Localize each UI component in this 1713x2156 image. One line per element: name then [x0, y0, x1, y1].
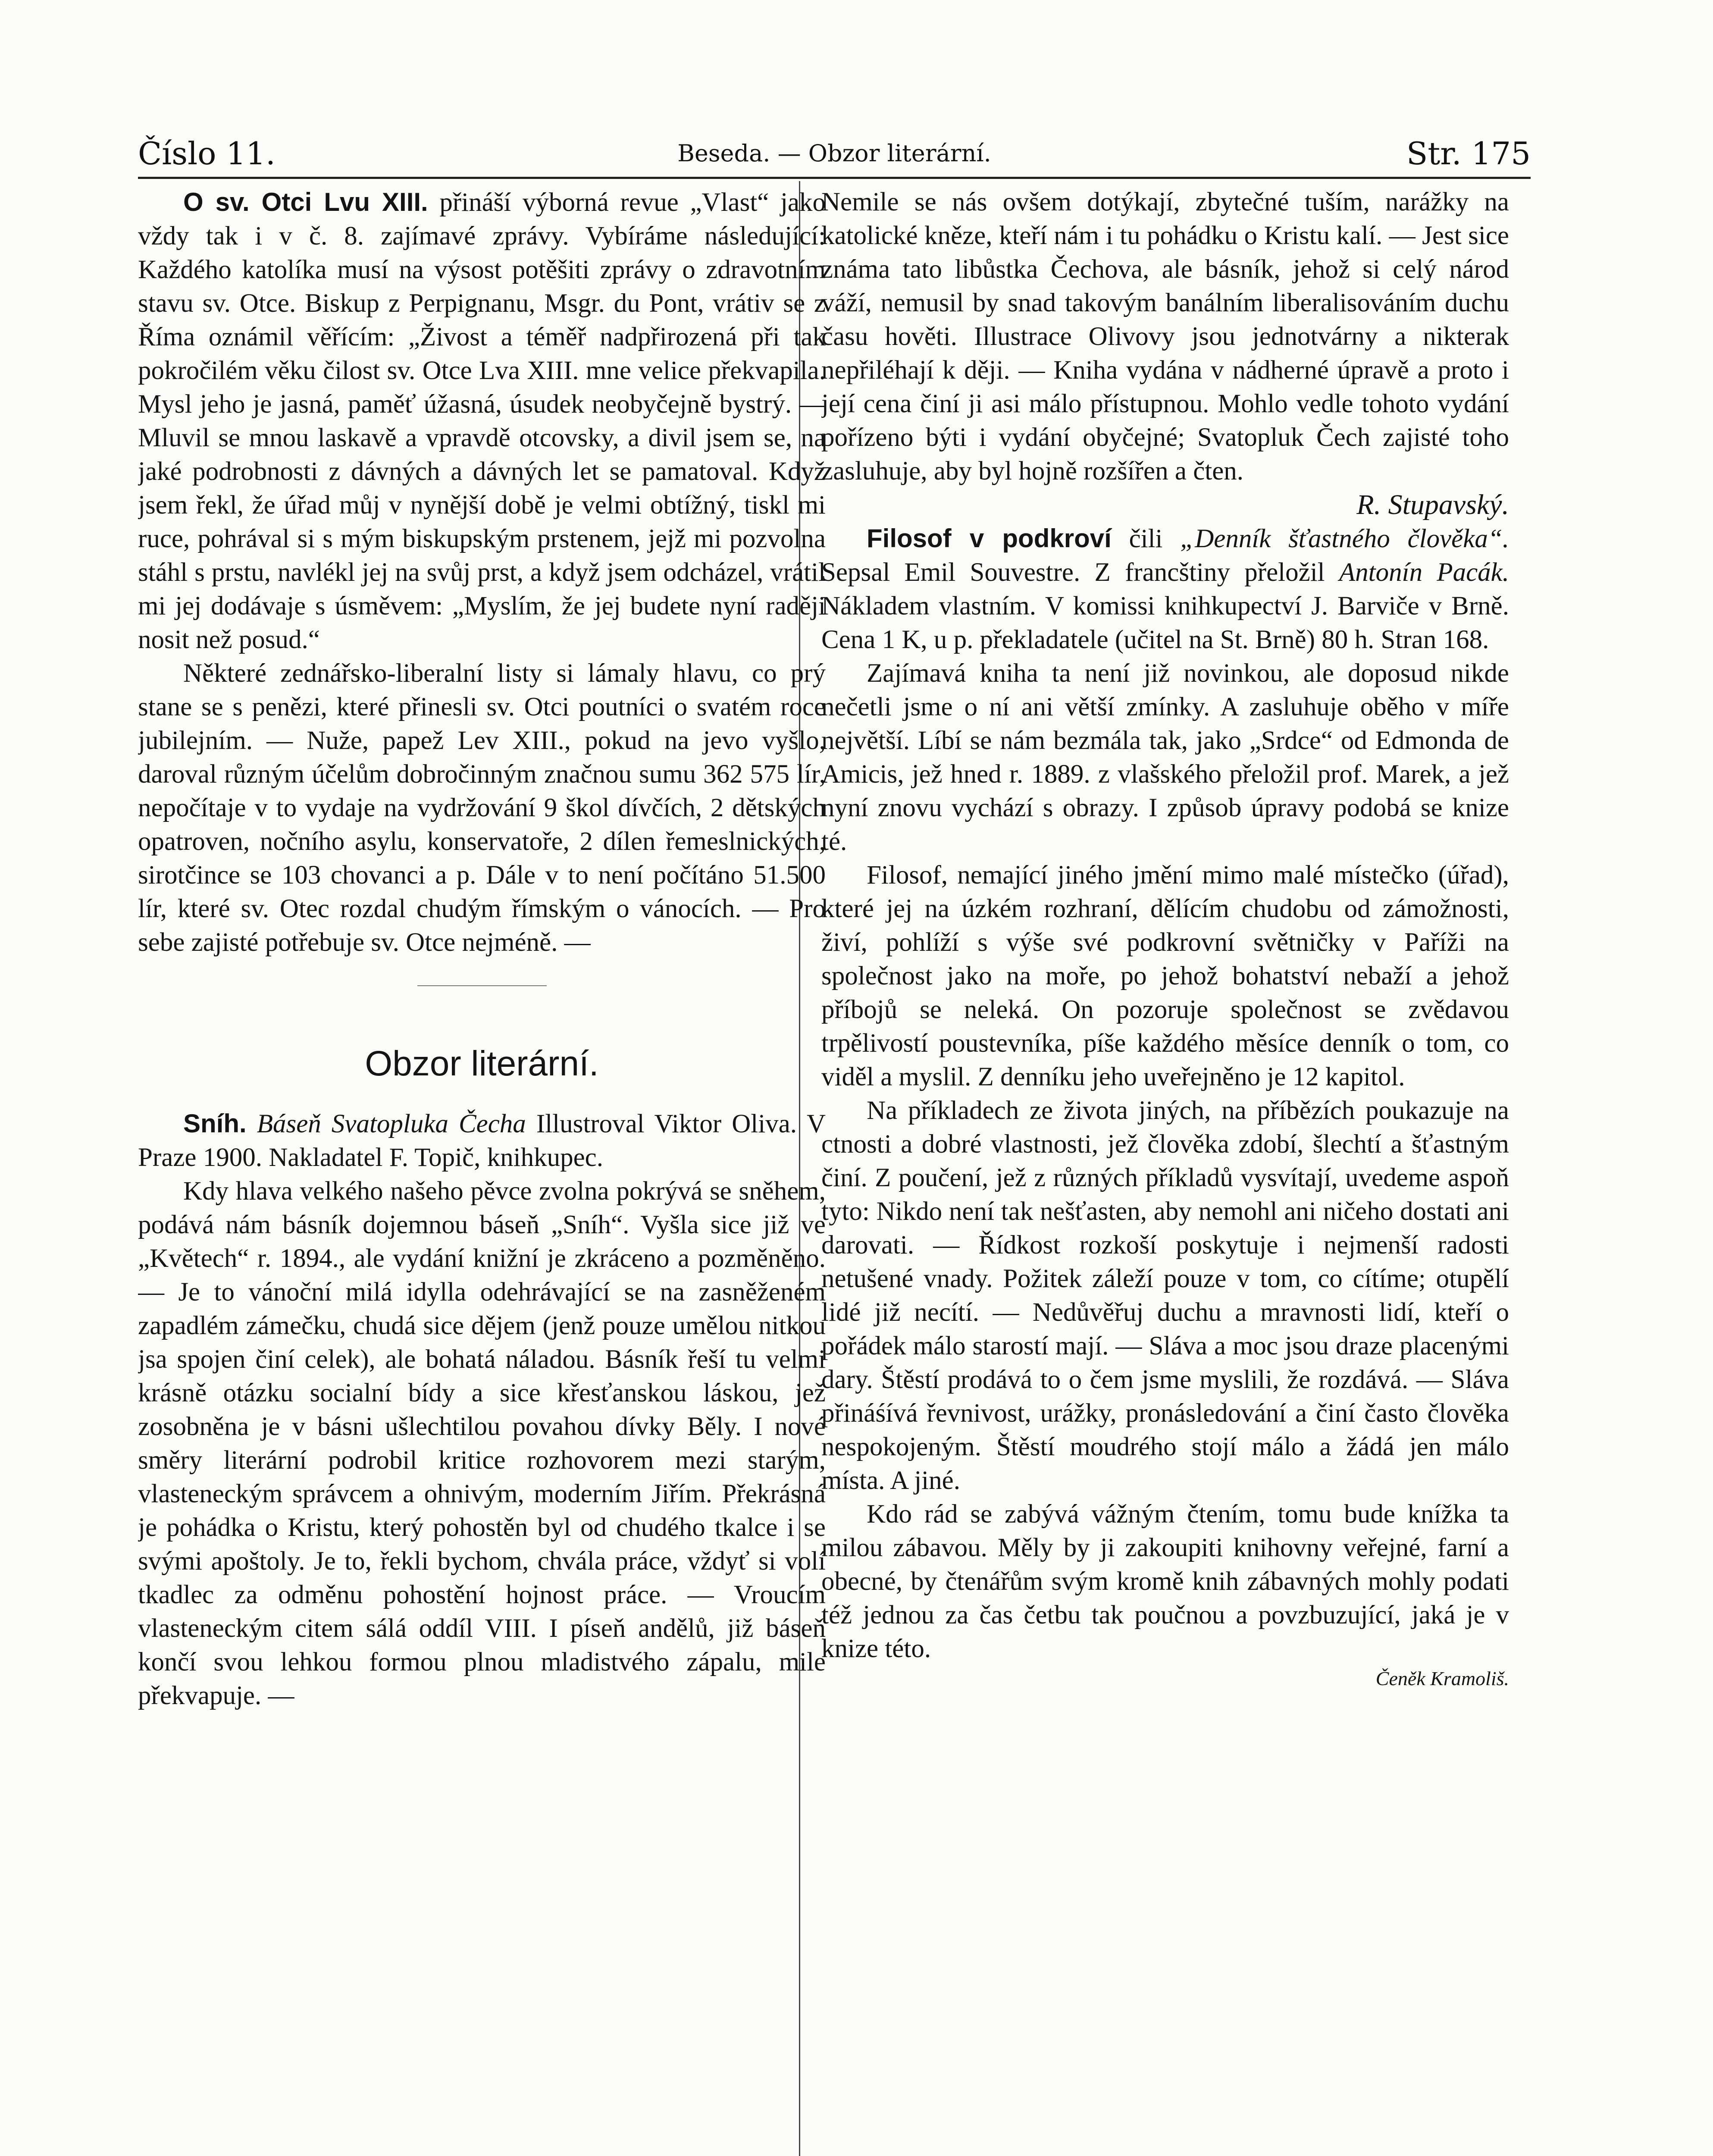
- review-filosof-title: „Denník šťastného člověka“.: [1180, 524, 1509, 553]
- review-filosof-author: Čeněk Kramoliš.: [1375, 1667, 1509, 1689]
- review-snih-title: Báseň Svatopluka Čecha: [257, 1109, 526, 1138]
- review-filosof-intro-a: Sepsal Emil Souvestre. Z francštiny přeložil: [821, 558, 1325, 587]
- left-column: [138, 185, 826, 2156]
- review-filosof-translator: Antonín Pacák.: [1339, 558, 1509, 587]
- review-filosof-intro: [821, 522, 1509, 657]
- page-number: Str. 175: [1406, 135, 1531, 172]
- review-snih-intro-text: Illustroval Viktor Oliva. V Praze 1900. Nakladatel F. Topič, knihkupec.: [138, 1109, 826, 1172]
- review-filosof-p3: Na příkladech ze života jiných, na příbězích poukazuje na ctnosti a dobré vlastnosti, jež člověka zdobí, šlechtí a šťastným činí. Z poučení, jež z různých příkladů vysvítají, uvedeme aspoň tyto: Nikdo není tak nešťasten, aby nemohl ani ničeho dostati ani darovati. — Řídkost rozkoší poskytuje i nejmenší radosti netušené vnady. Požitek záleží pouze v tom, co cítíme; otupělí lidé již necítí. — Nedůvěřuj duchu a mravnosti lidí, kteří o pořádek málo starostí mají. — Sláva a moc jsou draze placenými dary. Štěstí prodává to o čem jsme myslili, že rozdává. — Sláva přináśívá řevnivost, urážky, pronásledování a činí často člověka nespokojeným. Štěstí moudrého stojí málo a žádá jen málo místa. A jiné.: [821, 1096, 1509, 1495]
- review-filosof-title-prefix: čili: [1129, 524, 1163, 553]
- review-filosof-p1: Zajímavá kniha ta není již novinkou, ale doposud nikde nečetli jsme o ní ani větší zmínky. A zasluhuje oběho v míře největší. Líbí se nám bezmála tak, jako „Srdce“ od Edmonda de Amicis, jež hned r. 1889. z vlašského přeložil prof. Marek, a jež nyní znovu vychází s obrazy. I způsob úpravy podobá se knize té.: [821, 659, 1509, 856]
- running-header: [138, 129, 1531, 172]
- review-snih-intro: [138, 1107, 826, 1175]
- review-filosof-lead: Filosof v podkroví: [867, 524, 1112, 553]
- review-snih-continued: Nemile se nás ovšem dotýkají, zbytečné tuším, narážky na katolické kněze, kteří nám i tu pohádku o Kristu kalí. — Jest sice známa tato libůstka Čechova, ale básník, jehož si celý národ váží, nemusil by snad takovým banálním liberalisováním duchu času hověti. Illustrace Olivovy jsou jednotvárny a nikterak nepřiléhají k ději. — Kniha vydána v nádherné úpravě a proto i její cena činí ji asi málo přístupnou. Mohlo vedle tohoto vydání pořízeno býti i vydání obyčejné; Svatopluk Čech zajisté toho zasluhuje, aby byl hojně rozšířen a čten.: [821, 188, 1509, 486]
- review-snih-p1: Kdy hlava velkého našeho pěvce zvolna pokrývá se sněhem, podává nám básník dojemnou báseň „Sníh“. Vyšla sice již ve „Květech“ r. 1894., ale vydání knižní je zkráceno a pozměněno. — Je to vánoční milá idylla odehrávající se na zasněženém zapadlém zámečku, chudá sice dějem (jenž pouze umělou nitkou jsa spojen činí celek), ale bohatá náladou. Básník řeší tu velmi krásně otázku socialní bídy a sice křesťanskou láskou, jež zosobněna je v básni ušlechtilou povahou dívky Běly. I nové směry literární podrobil kritice rozhovorem mezi starým, vlasteneckým správcem a ohnivým, moderním Jiřím. Překrásná je pohádka o Kristu, který pohostěn byl od chudého tkalce i se svými apoštoly. Je to, řekli bychom, chvála práce, vždyť si volí tkadlec za odměnu pohostění hojnost práce. — Vroucím vlasteneckým citem sálá oddíl VIII. I píseň andělů, již báseň končí svou lehkou formou plnou mladistvého zápalu, mile překvapuje. —: [138, 1177, 826, 1710]
- right-column: [821, 185, 1509, 2156]
- section-title: Obzor literární.: [365, 1044, 599, 1083]
- review-filosof-intro-b: Nákladem vlastním. V komissi knihkupectví J. Barviče v Brně. Cena 1 K, u p. překladatele (učitel na St. Brně) 80 h. Stran 168.: [821, 592, 1509, 654]
- issue-number: Číslo 11.: [138, 135, 276, 172]
- header-rule: [138, 177, 1531, 179]
- journal-title: Beseda. — Obzor literární.: [677, 140, 991, 167]
- review-filosof-p2: Filosof, nemající jiného jmění mimo malé místečko (úřad), které jej na úzkém rozhraní, dělícím chudobu od zámožnosti, živí, pohlíží s výše své podkrovní světničky v Paříži na společnost jako na moře, po jehož bohatství nebaží a jehož příbojů se neleká. On pozoruje společnost se zvědavou trpělivostí poustevníka, píše každého měsíce denník o tom, co viděl a myslil. Z denníku jeho uveřejněno je 12 kapitol.: [821, 861, 1509, 1091]
- section-divider: [417, 985, 547, 986]
- article-pope-leo-p2: Některé zednářsko-liberalní listy si lámaly hlavu, co prý stane se s penězi, které přinesli sv. Otci poutníci o svatém roce jubilejním. — Nuže, papež Lev XIII., pokud na jevo vyšlo, daroval různým účelům dobročinným značnou sumu 362 575 lír, nepočítaje v to vydaje na vydržování 9 škol dívčích, 2 dětských opatroven, nočního asylu, konservatoře, 2 dílen řemeslnických, sirotčince se 103 chovanci a p. Dále v to není počítáno 51.500 lír, které sv. Otec rozdal chudým římským o vánocích. — Pro sebe zajisté potřebuje sv. Otce nejméně. —: [138, 659, 826, 957]
- review-snih-author: R. Stupavský.: [1356, 489, 1509, 520]
- article-pope-leo-lead: O sv. Otci Lvu XIII.: [183, 188, 428, 216]
- review-filosof-p4: Kdo rád se zabývá vážným čtením, tomu bude knížka ta milou zábavou. Měly by ji zakoupiti knihovny veřejné, farní a obecné, by čtenářům svým kromě knih zábavných mohly podati též jednou za čas četbu tak poučnou a povzbuzující, jaká je v knize této.: [821, 1500, 1509, 1663]
- review-snih-lead: Sníh.: [183, 1109, 247, 1138]
- article-pope-leo-p1: [138, 185, 826, 657]
- article-pope-leo-p1-text: přináší výborná revue „Vlast“ jako vždy tak i v č. 8. zajímavé zprávy. Vybíráme následující: Každého katolíka musí na výsost potěšiti zprávy o zdravotním stavu sv. Otce. Biskup z Perpignanu, Msgr. du Pont, vrátiv se z Říma oznámil věřícím: „Živost a téměř nadpřirozená při tak pokročilém věku čilost sv. Otce Lva XIII. mne velice překvapila. Mysl jeho je jasná, paměť úžasná, úsudek neobyčejně bystrý. — Mluvil se mnou laskavě a vpravdě otcovsky, a divil jsem se, na jaké podrobnosti z dávných a dávných let se pamatoval. Když jsem řekl, že úřad můj v nynější době je velmi obtížný, tiskl mi ruce, pohrával si s mým biskupským prstenem, jejž mi pozvolna stáhl s prstu, navlékl jej na svůj prst, a když jsem odcházel, vrátil mi jej dodávaje s úsměvem: „Myslím, že jej budete nyní raději nosit než posud.“: [138, 188, 826, 654]
